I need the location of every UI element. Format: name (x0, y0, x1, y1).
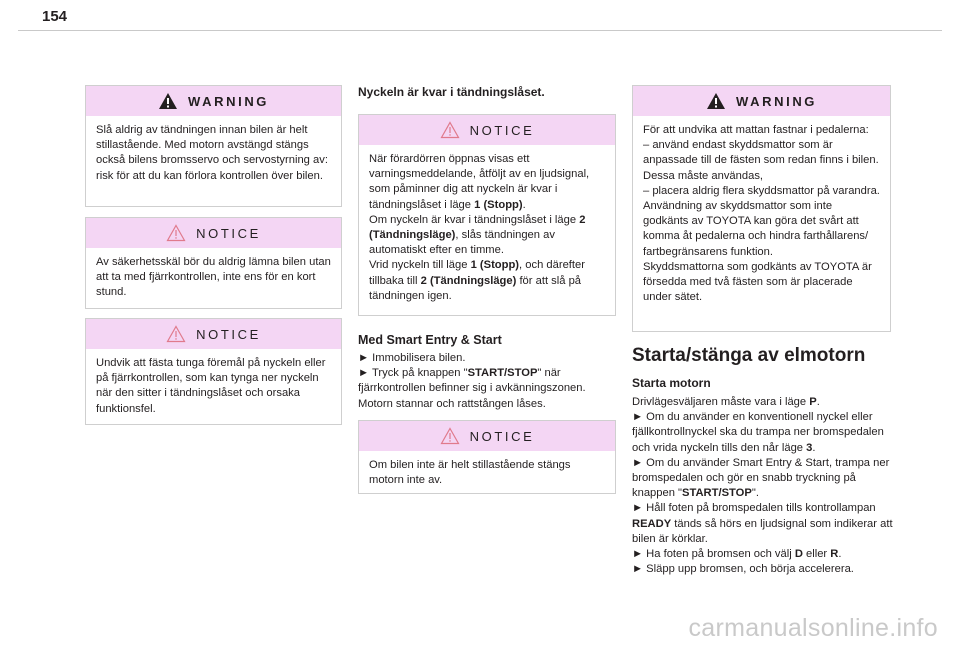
text: När förardörren öppnas visas ett varningsmeddelande, åtföljt av en ljudsignal, som påminner dig att nyckeln är kvar i tändningslåset i läge (369, 153, 590, 211)
paragraph (632, 395, 894, 410)
step: ► Immobilisera bilen. (358, 352, 466, 364)
emphasis: P (809, 396, 817, 408)
text: . (838, 548, 842, 561)
text: . (522, 198, 526, 211)
notice-box-remote (85, 217, 342, 309)
text: ► Ha foten på bromsen och välj (632, 548, 795, 561)
text: Drivlägesväljaren måste vara i läge (632, 396, 810, 408)
paragraph (369, 152, 605, 213)
emphasis: 2 (Tändningsläge) (420, 274, 517, 287)
paragraph: Användning av skyddsmattor som inte godkänts av TOYOTA kan göra det svårt att komma åt pedalerna och hindra farthållarens/ fartbegränsarens funktion. (643, 200, 869, 258)
text: ► Om du använder en konventionell nyckel eller fjällkontrollnyckel ska du trampa ner bromspedalen och vrida nyckeln tills den når läge (632, 411, 884, 454)
notice-header (359, 421, 615, 451)
paragraph (369, 258, 605, 304)
notice-text: Av säkerhetsskäl bör du aldrig lämna bilen utan att ta med fjärrkontrollen, inte ens för en kort stund. (96, 256, 331, 299)
notice-text: Om bilen inte är helt stillastående stängs motorn inte av. (369, 459, 571, 487)
text: tänds så hörs en ljudsignal som indikerar att bilen är körklar. (632, 517, 893, 545)
notice-box-key-weight (85, 318, 342, 425)
step (358, 366, 614, 396)
notice-triangle-icon (440, 427, 460, 445)
warning-triangle-icon (706, 92, 726, 110)
emphasis: 3 (806, 441, 813, 454)
step (632, 547, 894, 562)
section-heading-start-stop: Starta/stänga av elmotorn (632, 345, 866, 366)
step: Motorn stannar och rattstången låses. (358, 397, 546, 410)
top-rule (18, 30, 942, 31)
emphasis: R (830, 548, 839, 561)
text: . (812, 441, 816, 454)
notice-header (86, 218, 341, 248)
emphasis: D (794, 548, 803, 561)
notice-header (359, 115, 615, 145)
notice-triangle-icon (440, 121, 460, 139)
text: ► Håll foten på bromspedalen tills kontrollampan (632, 502, 876, 515)
emphasis: READY (632, 517, 672, 530)
section-heading-key-in-lock: Nyckeln är kvar i tändningslåset. (358, 85, 545, 99)
watermark: carmanualsonline.info (688, 614, 938, 642)
warning-box-ignition (85, 85, 342, 207)
warning-text (633, 116, 890, 313)
list-item: – placera aldrig flera skyddsmattor på varandra. (643, 184, 880, 197)
notice-title: NOTICE (196, 326, 261, 342)
step (632, 456, 894, 502)
warning-box-mats (632, 85, 891, 332)
text: ► Om du använder Smart Entry & Start, trampa ner bromspedalen och gör en snabb tryckning på knappen " (632, 456, 890, 500)
text: , slås tändningen av automatiskt efter en timme. (369, 229, 555, 257)
text: eller (802, 548, 831, 561)
notice-box-key-reminder (358, 114, 616, 316)
text: , och därefter tillbaka till (369, 259, 585, 287)
warning-triangle-icon (158, 92, 178, 110)
notice-title: NOTICE (469, 428, 535, 444)
paragraph (369, 213, 605, 259)
section-heading-smart-entry: Med Smart Entry & Start (358, 333, 502, 347)
notice-triangle-icon (166, 325, 186, 343)
text: för att slå på tändningen igen. (369, 274, 582, 302)
text: Om nyckeln är kvar i tändningslåset i läge (369, 213, 580, 226)
emphasis: START/STOP (682, 487, 752, 500)
notice-triangle-icon (166, 224, 186, 242)
text: . (816, 396, 820, 408)
warning-title: WARNING (735, 93, 818, 109)
notice-title: NOTICE (196, 225, 261, 241)
notice-text (359, 145, 615, 312)
warning-text: Slå aldrig av tändningen innan bilen är helt stillastående. Med motorn avstängd stängs också bilens bromsservo och servostyrning av: risk för att du kan förlora kontrollen över bilen. (96, 124, 328, 182)
warning-title: WARNING (187, 93, 270, 109)
subheading-start-engine: Starta motorn (632, 376, 711, 390)
paragraph: För att undvika att mattan fastnar i pedalerna: (643, 124, 869, 136)
warning-header (633, 86, 890, 116)
text: ". (751, 487, 759, 500)
step (632, 501, 894, 547)
emphasis: 2 (Tändningsläge) (369, 213, 586, 242)
emphasis: START/STOP (467, 367, 538, 380)
smart-entry-text (358, 351, 614, 412)
warning-header (86, 86, 341, 116)
notice-box-not-stationary (358, 420, 616, 494)
text: " när fjärrkontrollen befinner sig i avkänningszonen. (358, 367, 586, 395)
notice-header (86, 319, 341, 349)
text: ► Tryck på knappen " (358, 367, 468, 380)
step: ► Släpp upp bromsen, och börja accelerera. (632, 563, 854, 576)
step (632, 410, 894, 456)
start-engine-text (632, 395, 894, 577)
text: Vrid nyckeln till läge (369, 259, 471, 272)
emphasis: 1 (Stopp) (474, 198, 523, 211)
emphasis: 1 (Stopp) (470, 259, 520, 272)
notice-title: NOTICE (469, 122, 535, 138)
notice-text: Undvik att fästa tunga föremål på nyckeln eller på fjärrkontrollen, som kan tynga ner nyckeln när den sitter i tändningslåset och orsaka funktionsfel. (96, 357, 326, 415)
list-item: – använd endast skyddsmattor som är anpassade till de fästen som redan finns i bilen. Dessa måste användas, (643, 139, 879, 182)
page-number: 154 (42, 8, 68, 25)
paragraph: Skyddsmattorna som godkänts av TOYOTA är försedda med två fästen som är placerade under sätet. (643, 260, 872, 304)
